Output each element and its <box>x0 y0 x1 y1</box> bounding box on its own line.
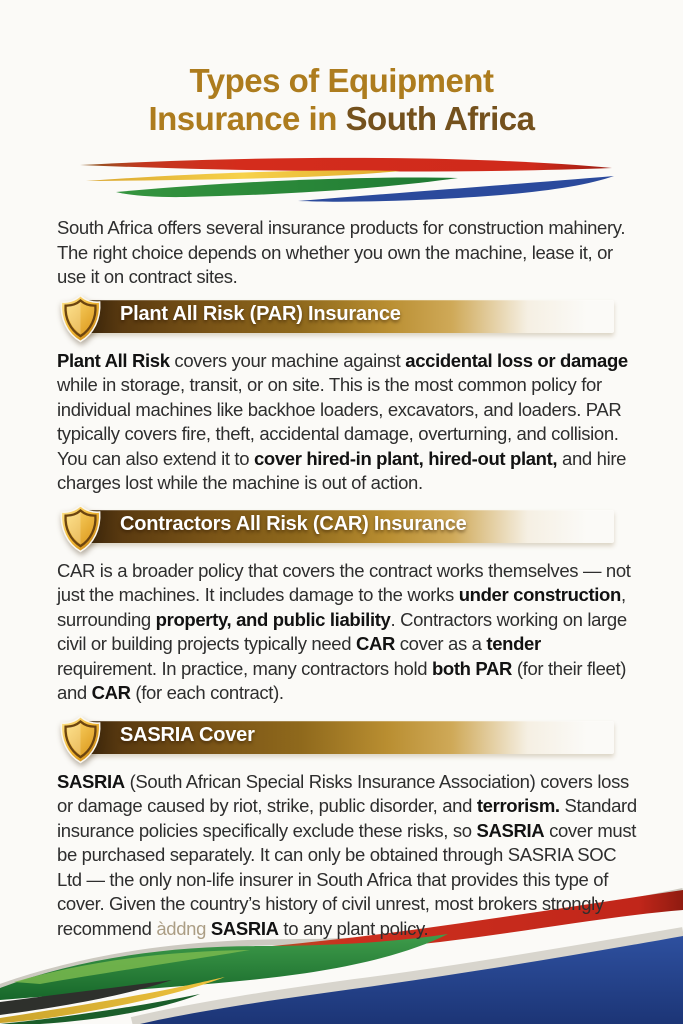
title-line-2-regular: Insurance in <box>148 100 346 137</box>
flag-ribbon-divider-icon <box>0 148 683 206</box>
section-car-body: CAR is a broader policy that covers the contract works themselves — not just the machines. It includes damage to the works under construction, surrounding property, and public liability. Contractors working on large civil or building projects typically need CAR cover as a tender requirement. In practice, many contractors hold both PAR (for their fleet) and CAR (for each contract). <box>57 559 631 703</box>
section-car <box>0 510 683 706</box>
shield-icon <box>57 294 104 343</box>
section-par-header: Plant All Risk (PAR) Insurance <box>120 302 401 325</box>
section-sasria <box>0 721 683 942</box>
section-par-banner <box>74 300 614 333</box>
section-car-header: Contractors All Risk (CAR) Insurance <box>120 512 467 535</box>
shield-icon <box>57 715 104 764</box>
section-sasria-body: SASRIA (South African Special Risks Insurance Association) covers loss or damage caused by riot, strike, public disorder, and terrorism. Standard insurance policies specifically exclude these risks, so SASRIA cover must be purchased separately. It can only be obtained through SASRIA SOC Ltd — the only non-life insurer in South Africa that provides this type of cover. Given the country’s history of civil unrest, most brokers strongly recommend àddng SASRIA to any plant policy. <box>57 770 637 939</box>
title-line-2-bold: South Africa <box>345 100 535 137</box>
section-par-body: Plant All Risk covers your machine against accidental loss or damage while in storage, transit, or on site. This is the most common policy for individual machines like backhoe loaders, excavators, and loaders. PAR typically covers fire, theft, accidental damage, overturning, and collision. You can also extend it to cover hired-in plant, hired-out plant, and hire charges lost while the machine is out of action. <box>57 349 628 493</box>
section-sasria-header: SASRIA Cover <box>120 723 255 746</box>
shield-icon <box>57 504 104 553</box>
section-car-banner <box>74 510 614 543</box>
section-par <box>0 300 683 496</box>
title-line-1: Types of Equipment <box>189 62 494 99</box>
page-title <box>0 62 683 138</box>
section-sasria-banner <box>74 721 614 754</box>
intro-paragraph: South Africa offers several insurance products for construction mahinery. The right choice depends on whether you own the machine, lease it, or use it on contract sites. <box>57 217 626 287</box>
